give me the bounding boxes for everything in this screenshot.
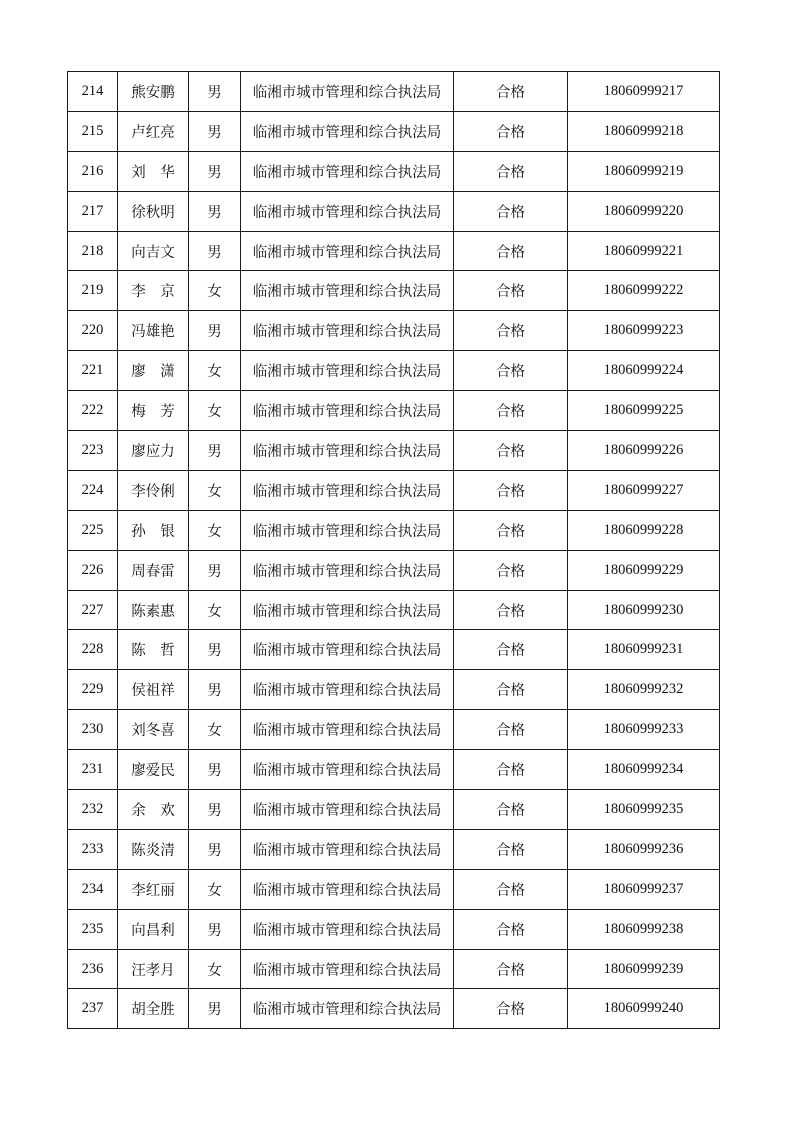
person-name: 廖应力: [118, 431, 189, 471]
table-row: [68, 351, 720, 391]
row-number: 232: [68, 790, 118, 830]
person-name: 李红丽: [118, 869, 189, 909]
unit-name: 临湘市城市管理和综合执法局: [241, 391, 454, 431]
gender-cell: 女: [189, 351, 241, 391]
gender-cell: 男: [189, 231, 241, 271]
certificate-number: 18060999230: [568, 590, 720, 630]
unit-name: 临湘市城市管理和综合执法局: [241, 72, 454, 112]
row-number: 220: [68, 311, 118, 351]
certificate-number: 18060999236: [568, 829, 720, 869]
person-name: 刘冬喜: [118, 710, 189, 750]
result-cell: 合格: [454, 790, 568, 830]
row-number: 228: [68, 630, 118, 670]
unit-name: 临湘市城市管理和综合执法局: [241, 670, 454, 710]
person-name: 周春雷: [118, 550, 189, 590]
person-name: 向昌利: [118, 909, 189, 949]
unit-name: 临湘市城市管理和综合执法局: [241, 909, 454, 949]
certificate-number: 18060999239: [568, 949, 720, 989]
table-row: [68, 391, 720, 431]
table-row: [68, 670, 720, 710]
result-cell: 合格: [454, 710, 568, 750]
certificate-number: 18060999217: [568, 72, 720, 112]
table-row: [68, 590, 720, 630]
table-row: [68, 231, 720, 271]
row-number: 230: [68, 710, 118, 750]
table-row: [68, 750, 720, 790]
gender-cell: 男: [189, 111, 241, 151]
person-name: 刘 华: [118, 151, 189, 191]
unit-name: 临湘市城市管理和综合执法局: [241, 470, 454, 510]
unit-name: 临湘市城市管理和综合执法局: [241, 989, 454, 1029]
certificate-number: 18060999228: [568, 510, 720, 550]
table-row: [68, 869, 720, 909]
person-name: 李 京: [118, 271, 189, 311]
result-cell: 合格: [454, 470, 568, 510]
row-number: 226: [68, 550, 118, 590]
result-cell: 合格: [454, 550, 568, 590]
row-number: 218: [68, 231, 118, 271]
gender-cell: 男: [189, 191, 241, 231]
gender-cell: 男: [189, 790, 241, 830]
person-name: 陈 哲: [118, 630, 189, 670]
table-row: [68, 151, 720, 191]
row-number: 233: [68, 829, 118, 869]
certificate-number: 18060999223: [568, 311, 720, 351]
result-cell: 合格: [454, 989, 568, 1029]
table-row: [68, 790, 720, 830]
certificate-number: 18060999233: [568, 710, 720, 750]
certificate-number: 18060999229: [568, 550, 720, 590]
unit-name: 临湘市城市管理和综合执法局: [241, 869, 454, 909]
table-row: [68, 949, 720, 989]
unit-name: 临湘市城市管理和综合执法局: [241, 111, 454, 151]
unit-name: 临湘市城市管理和综合执法局: [241, 231, 454, 271]
person-name: 向吉文: [118, 231, 189, 271]
gender-cell: 男: [189, 550, 241, 590]
certificate-number: 18060999232: [568, 670, 720, 710]
unit-name: 临湘市城市管理和综合执法局: [241, 750, 454, 790]
gender-cell: 男: [189, 630, 241, 670]
person-name: 胡全胜: [118, 989, 189, 1029]
certificate-number: 18060999235: [568, 790, 720, 830]
result-cell: 合格: [454, 151, 568, 191]
row-number: 236: [68, 949, 118, 989]
table-row: [68, 630, 720, 670]
table-row: [68, 111, 720, 151]
table-row: [68, 271, 720, 311]
table-row: [68, 431, 720, 471]
row-number: 216: [68, 151, 118, 191]
results-table: [67, 71, 720, 1029]
table-row: [68, 909, 720, 949]
row-number: 221: [68, 351, 118, 391]
gender-cell: 男: [189, 670, 241, 710]
gender-cell: 男: [189, 909, 241, 949]
table-row: [68, 550, 720, 590]
row-number: 215: [68, 111, 118, 151]
certificate-number: 18060999225: [568, 391, 720, 431]
unit-name: 临湘市城市管理和综合执法局: [241, 790, 454, 830]
gender-cell: 女: [189, 510, 241, 550]
gender-cell: 男: [189, 311, 241, 351]
result-cell: 合格: [454, 869, 568, 909]
gender-cell: 女: [189, 590, 241, 630]
unit-name: 临湘市城市管理和综合执法局: [241, 431, 454, 471]
gender-cell: 女: [189, 470, 241, 510]
row-number: 234: [68, 869, 118, 909]
certificate-number: 18060999227: [568, 470, 720, 510]
result-cell: 合格: [454, 231, 568, 271]
person-name: 汪孝月: [118, 949, 189, 989]
table-row: [68, 989, 720, 1029]
table-row: [68, 72, 720, 112]
result-cell: 合格: [454, 590, 568, 630]
person-name: 徐秋明: [118, 191, 189, 231]
certificate-number: 18060999220: [568, 191, 720, 231]
row-number: 237: [68, 989, 118, 1029]
unit-name: 临湘市城市管理和综合执法局: [241, 271, 454, 311]
gender-cell: 女: [189, 710, 241, 750]
person-name: 廖 潇: [118, 351, 189, 391]
person-name: 陈素惠: [118, 590, 189, 630]
person-name: 梅 芳: [118, 391, 189, 431]
result-cell: 合格: [454, 351, 568, 391]
result-cell: 合格: [454, 431, 568, 471]
unit-name: 临湘市城市管理和综合执法局: [241, 630, 454, 670]
result-cell: 合格: [454, 271, 568, 311]
row-number: 219: [68, 271, 118, 311]
certificate-number: 18060999231: [568, 630, 720, 670]
result-cell: 合格: [454, 510, 568, 550]
table-row: [68, 311, 720, 351]
result-cell: 合格: [454, 949, 568, 989]
certificate-number: 18060999222: [568, 271, 720, 311]
result-cell: 合格: [454, 311, 568, 351]
person-name: 廖爱民: [118, 750, 189, 790]
result-cell: 合格: [454, 750, 568, 790]
person-name: 侯祖祥: [118, 670, 189, 710]
result-cell: 合格: [454, 909, 568, 949]
table-row: [68, 710, 720, 750]
gender-cell: 女: [189, 869, 241, 909]
person-name: 李伶俐: [118, 470, 189, 510]
table-row: [68, 470, 720, 510]
gender-cell: 男: [189, 750, 241, 790]
row-number: 227: [68, 590, 118, 630]
unit-name: 临湘市城市管理和综合执法局: [241, 311, 454, 351]
unit-name: 临湘市城市管理和综合执法局: [241, 550, 454, 590]
person-name: 卢红亮: [118, 111, 189, 151]
result-cell: 合格: [454, 191, 568, 231]
table-body: [68, 72, 720, 1029]
gender-cell: 男: [189, 989, 241, 1029]
certificate-number: 18060999226: [568, 431, 720, 471]
certificate-number: 18060999234: [568, 750, 720, 790]
row-number: 229: [68, 670, 118, 710]
table-row: [68, 191, 720, 231]
table-row: [68, 510, 720, 550]
row-number: 217: [68, 191, 118, 231]
result-cell: 合格: [454, 72, 568, 112]
row-number: 222: [68, 391, 118, 431]
row-number: 214: [68, 72, 118, 112]
gender-cell: 男: [189, 72, 241, 112]
row-number: 225: [68, 510, 118, 550]
certificate-number: 18060999237: [568, 869, 720, 909]
certificate-number: 18060999224: [568, 351, 720, 391]
certificate-number: 18060999218: [568, 111, 720, 151]
unit-name: 临湘市城市管理和综合执法局: [241, 829, 454, 869]
row-number: 235: [68, 909, 118, 949]
certificate-number: 18060999221: [568, 231, 720, 271]
gender-cell: 女: [189, 949, 241, 989]
unit-name: 临湘市城市管理和综合执法局: [241, 191, 454, 231]
gender-cell: 女: [189, 391, 241, 431]
unit-name: 临湘市城市管理和综合执法局: [241, 949, 454, 989]
person-name: 陈炎清: [118, 829, 189, 869]
gender-cell: 男: [189, 151, 241, 191]
person-name: 余 欢: [118, 790, 189, 830]
certificate-number: 18060999219: [568, 151, 720, 191]
result-cell: 合格: [454, 630, 568, 670]
row-number: 224: [68, 470, 118, 510]
gender-cell: 男: [189, 829, 241, 869]
unit-name: 临湘市城市管理和综合执法局: [241, 710, 454, 750]
result-cell: 合格: [454, 111, 568, 151]
unit-name: 临湘市城市管理和综合执法局: [241, 590, 454, 630]
result-cell: 合格: [454, 829, 568, 869]
person-name: 熊安鹏: [118, 72, 189, 112]
gender-cell: 男: [189, 431, 241, 471]
result-cell: 合格: [454, 670, 568, 710]
certificate-number: 18060999240: [568, 989, 720, 1029]
unit-name: 临湘市城市管理和综合执法局: [241, 510, 454, 550]
row-number: 231: [68, 750, 118, 790]
person-name: 孙 银: [118, 510, 189, 550]
unit-name: 临湘市城市管理和综合执法局: [241, 151, 454, 191]
person-name: 冯雄艳: [118, 311, 189, 351]
table-row: [68, 829, 720, 869]
row-number: 223: [68, 431, 118, 471]
result-cell: 合格: [454, 391, 568, 431]
gender-cell: 女: [189, 271, 241, 311]
certificate-number: 18060999238: [568, 909, 720, 949]
unit-name: 临湘市城市管理和综合执法局: [241, 351, 454, 391]
